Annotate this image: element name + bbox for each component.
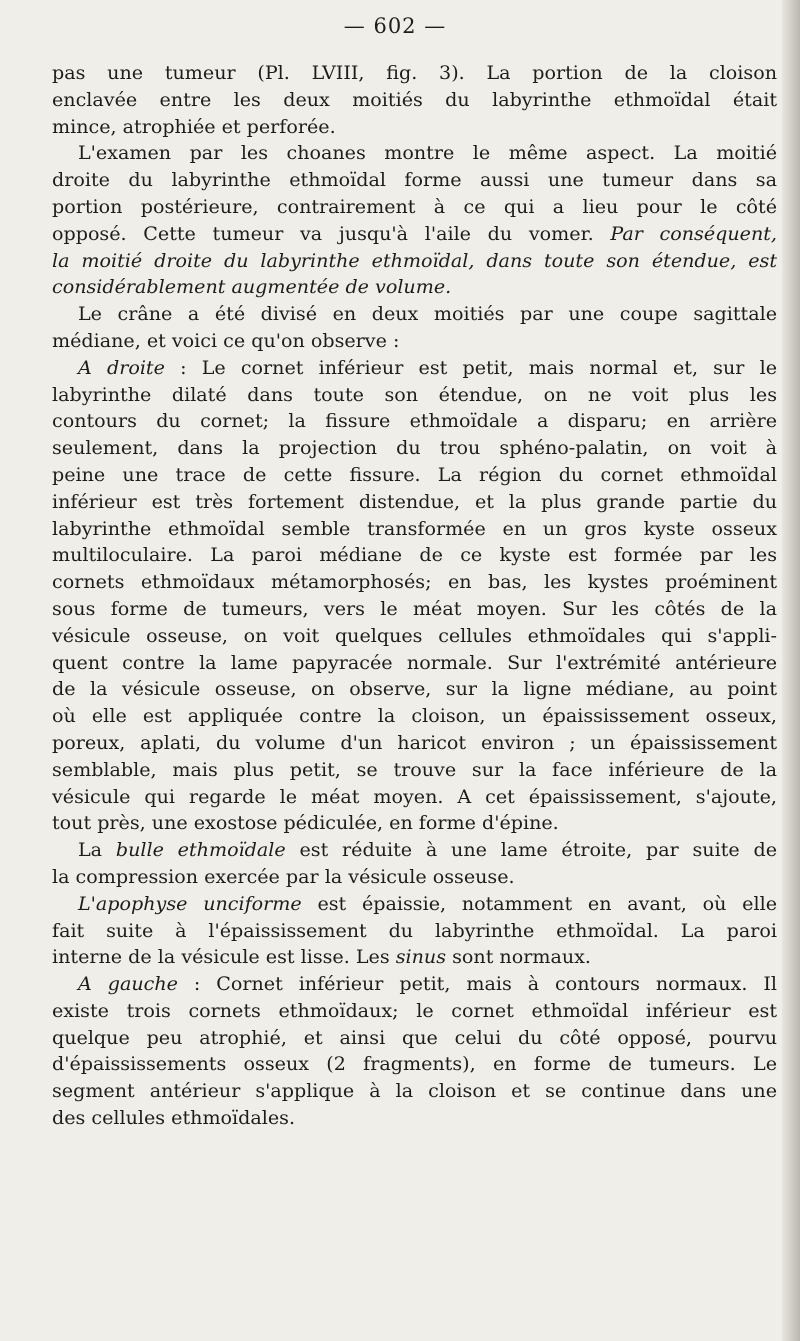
text-run: tout près, une exostose pédiculée, en forme d'épine. — [52, 811, 559, 835]
text-run: des cellules ethmoïdales. — [52, 1106, 296, 1130]
text-run: seulement, dans la projection du trou sphéno-palatin, on voit à — [52, 436, 777, 460]
text-run: peine une trace de cette fissure. La région du cornet ethmoïdal — [52, 462, 777, 486]
text-run: droite du labyrinthe ethmoïdal forme aussi une tumeur dans sa — [52, 168, 777, 192]
italic-text: A droite — [78, 355, 165, 379]
text-run: existe trois cornets ethmoïdaux; le cornet ethmoïdal inférieur est — [52, 998, 777, 1022]
text-line — [52, 703, 777, 730]
text-line — [52, 944, 777, 971]
text-run: vésicule osseuse, on voit quelques cellules ethmoïdales qui s'appli- — [52, 623, 777, 647]
text-line — [52, 891, 777, 918]
text-line — [52, 516, 777, 543]
text-run: segment antérieur s'applique à la cloison et se continue dans une — [52, 1079, 777, 1103]
text-run: mince, atrophiée et perforée. — [52, 114, 336, 138]
text-line — [52, 274, 777, 301]
text-run: multiloculaire. La paroi médiane de ce kyste est formée par les — [52, 543, 777, 567]
text-run: interne de la vésicule est lisse. Les — [52, 945, 396, 969]
text-run: : Le cornet inférieur est petit, mais normal et, sur le — [164, 355, 777, 379]
text-run: sont normaux. — [446, 945, 591, 969]
text-run: quelque peu atrophié, et ainsi que celui du côté opposé, pourvu — [52, 1025, 777, 1049]
text-line — [52, 328, 777, 355]
text-line — [52, 355, 777, 382]
text-line — [52, 194, 777, 221]
text-run: de la vésicule osseuse, on observe, sur la ligne médiane, au point — [52, 677, 777, 701]
italic-text: bulle ethmoïdale — [115, 838, 286, 862]
text-line — [52, 87, 777, 114]
text-run: fait suite à l'épaississement du labyrinthe ethmoïdal. La paroi — [52, 918, 777, 942]
text-run: poreux, aplati, du volume d'un haricot environ ; un épaississement — [52, 730, 777, 754]
text-line — [52, 248, 777, 275]
text-line — [52, 489, 777, 516]
text-line — [52, 167, 777, 194]
text-run: labyrinthe ethmoïdal semble transformée en un gros kyste osseux — [52, 516, 777, 540]
text-run: vésicule qui regarde le méat moyen. A cet épaississement, s'ajoute, — [52, 784, 777, 808]
text-line — [52, 998, 777, 1025]
text-line — [52, 114, 777, 141]
text-run: portion postérieure, contrairement à ce qui a lieu pour le côté — [52, 194, 777, 218]
text-line — [52, 408, 777, 435]
text-line — [52, 730, 777, 757]
text-line — [52, 676, 777, 703]
text-line — [52, 1025, 777, 1052]
text-line — [52, 140, 777, 167]
text-line — [52, 1051, 777, 1078]
text-run: est épaissie, notamment en avant, où elle — [301, 891, 777, 915]
text-run: quent contre la lame papyracée normale. Sur l'extrémité antérieure — [52, 650, 777, 674]
text-run: pas une tumeur (Pl. LVIII, fig. 3). La portion de la cloison — [52, 61, 777, 84]
text-run: L'examen par les choanes montre le même aspect. La moitié — [78, 141, 777, 165]
text-run: la compression exercée par la vésicule osseuse. — [52, 864, 515, 888]
text-line — [52, 1078, 777, 1105]
text-line — [52, 569, 777, 596]
page-number: — 602 — — [343, 14, 447, 38]
italic-text: A gauche — [78, 972, 178, 996]
text-run: Le crâne a été divisé en deux moitiés par une coupe sagittale — [78, 302, 777, 326]
body-text — [52, 60, 777, 1132]
text-run: opposé. Cette tumeur va jusqu'à l'aile du vomer. — [52, 221, 611, 245]
text-line — [52, 864, 777, 891]
text-line — [52, 382, 777, 409]
text-run: semblable, mais plus petit, se trouve sur la face inférieure de la — [52, 757, 777, 781]
text-run: médiane, et voici ce qu'on observe : — [52, 328, 400, 352]
text-line — [52, 542, 777, 569]
italic-text: considérablement augmentée de volume. — [52, 275, 452, 299]
text-run: enclavée entre les deux moitiés du labyrinthe ethmoïdal était — [52, 87, 777, 111]
text-run: : Cornet inférieur petit, mais à contours normaux. Il — [177, 972, 777, 996]
text-line — [52, 301, 777, 328]
text-run: où elle est appliquée contre la cloison, un épaississement osseux, — [52, 704, 777, 728]
text-run: sous forme de tumeurs, vers le méat moyen. Sur les côtés de la — [52, 596, 777, 620]
text-line — [52, 837, 777, 864]
text-line — [52, 596, 777, 623]
text-line — [52, 1105, 777, 1132]
page-edge-shadow — [782, 0, 800, 1341]
text-run: La — [78, 838, 116, 862]
text-run: cornets ethmoïdaux métamorphosés; en bas, les kystes proéminent — [52, 570, 777, 594]
text-run: d'épaississements osseux (2 fragments), en forme de tumeurs. Le — [52, 1052, 777, 1076]
text-run: est réduite à une lame étroite, par suite de — [285, 838, 777, 862]
italic-text: sinus — [395, 945, 447, 969]
text-run: inférieur est très fortement distendue, et la plus grande partie du — [52, 489, 777, 513]
text-line — [52, 971, 777, 998]
text-line — [52, 810, 777, 837]
italic-text: L'apophyse unciforme — [78, 891, 302, 915]
italic-text: la moitié droite du labyrinthe ethmoïdal, dans toute son étendue, est — [52, 248, 777, 272]
text-line — [52, 757, 777, 784]
text-line — [52, 650, 777, 677]
text-line — [52, 435, 777, 462]
italic-text: Par conséquent, — [610, 221, 777, 245]
text-line — [52, 784, 777, 811]
text-run: contours du cornet; la fissure ethmoïdale a disparu; en arrière — [52, 409, 777, 433]
text-run: labyrinthe dilaté dans toute son étendue, on ne voit plus les — [52, 382, 777, 406]
text-line — [52, 623, 777, 650]
text-line — [52, 462, 777, 489]
text-line — [52, 918, 777, 945]
text-line — [52, 60, 777, 87]
text-line — [52, 221, 777, 248]
